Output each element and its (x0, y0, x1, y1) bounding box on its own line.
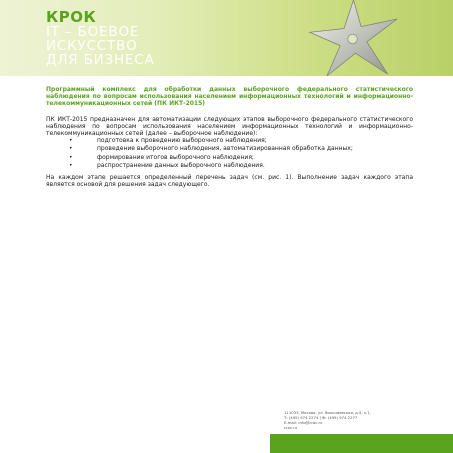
list-item (46, 154, 413, 162)
list-item-text: проведение выборочного наблюдения, автоматизированная обработка данных; (97, 145, 353, 153)
list-item-text: подготовка к проведению выборочного наблюдения; (97, 137, 267, 145)
slogan-line-2: ИСКУССТВО (46, 38, 138, 54)
address-line: 111033, Москва, ул. Волочаевская, д.5, к.1, (284, 410, 371, 415)
slogan (46, 25, 155, 67)
email-line: E-mail: info@croc.ru (284, 420, 323, 425)
footer-green-bar (270, 434, 453, 453)
document-heading: Программный комплекс для обработки данных выборочного федерального статистического наблюдения по вопросам использования населением информационных технологий и информационно-телекоммуникационных сетей (ПК ИКТ-2015) (46, 86, 413, 108)
slogan-line-3: ДЛЯ БИЗНЕСА (46, 52, 155, 68)
phone-line: Т: (495) 974 2274 | Ф: (495) 974 2277 (284, 415, 358, 420)
header-banner (0, 0, 453, 76)
stages-list (46, 137, 413, 170)
bullet-icon: • (69, 145, 73, 153)
list-item (46, 145, 413, 153)
slogan-line-1: IT – БОЕВОЕ (46, 24, 140, 40)
list-item-text: формирование итогов выборочного наблюдения; (97, 153, 254, 161)
bullet-icon: • (69, 161, 73, 169)
conclusion-paragraph: На каждом этапе решается определенный перечень задач (см. рис. 1). Выполнение задач каждого этапа является основой для решения задач следующего. (46, 174, 413, 189)
bullet-icon: • (69, 137, 73, 145)
shuriken-icon (306, 0, 401, 76)
list-item (46, 137, 413, 145)
list-item (46, 162, 413, 170)
intro-paragraph: ПК ИКТ-2015 предназначен для автоматизации следующих этапов выборочного федерального статистического наблюдения по вопросам использования населением информационных технологий и информационно-телекоммуникационных сетей (далее – выборочное наблюдение): (46, 115, 413, 138)
website-line: croc.ru (284, 425, 298, 430)
brand-logo: КРОК (46, 8, 97, 26)
bullet-icon: • (69, 153, 73, 161)
contact-footer (284, 410, 371, 430)
document-body (46, 86, 413, 188)
list-item-text: распространение данных выборочного наблюдения. (97, 161, 265, 169)
